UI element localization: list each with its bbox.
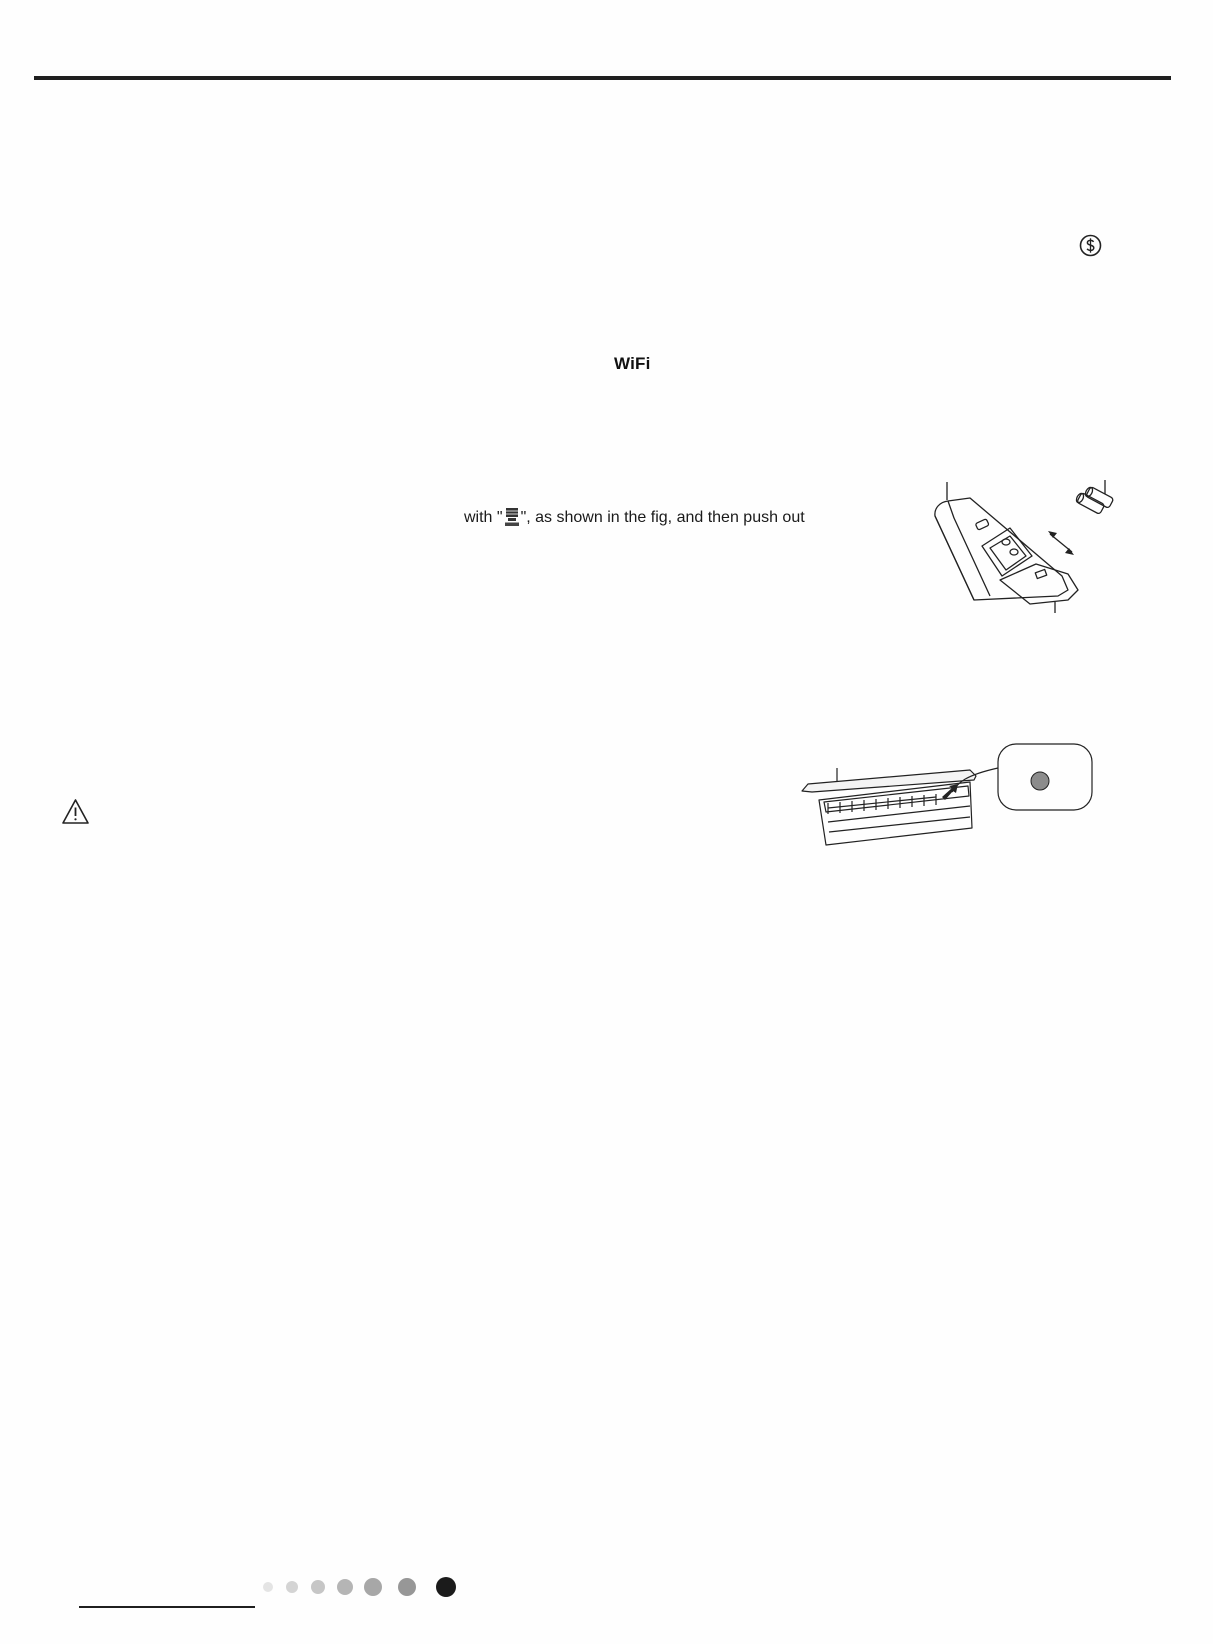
progress-dot: [286, 1581, 298, 1593]
battery-instruction-after: ", as shown in the fig, and then push out: [520, 509, 805, 526]
progress-dot: [263, 1582, 273, 1592]
progress-dot: [337, 1579, 353, 1595]
progress-dot: [398, 1578, 416, 1596]
remote-body: [935, 498, 1068, 600]
remote-button: [975, 519, 989, 530]
progress-dot: [364, 1578, 382, 1596]
front-panel: [802, 770, 976, 792]
battery-instruction-before: with ": [464, 509, 503, 526]
open-cover-icon: [504, 507, 520, 527]
manual-switch-indicator: [1031, 772, 1049, 790]
indoor-unit-figure: [800, 740, 1110, 850]
remote-battery-figure: [930, 478, 1130, 623]
footer-rule: [79, 1606, 255, 1608]
warning-triangle-icon: [61, 798, 90, 825]
battery-instruction-text: [464, 507, 805, 527]
dollar-circle-icon: [1079, 234, 1102, 257]
header-rule: [34, 76, 1171, 80]
progress-dot: [311, 1580, 325, 1594]
batteries: [1075, 486, 1114, 514]
wifi-label: WiFi: [614, 354, 651, 373]
progress-dot-current: [436, 1577, 456, 1597]
